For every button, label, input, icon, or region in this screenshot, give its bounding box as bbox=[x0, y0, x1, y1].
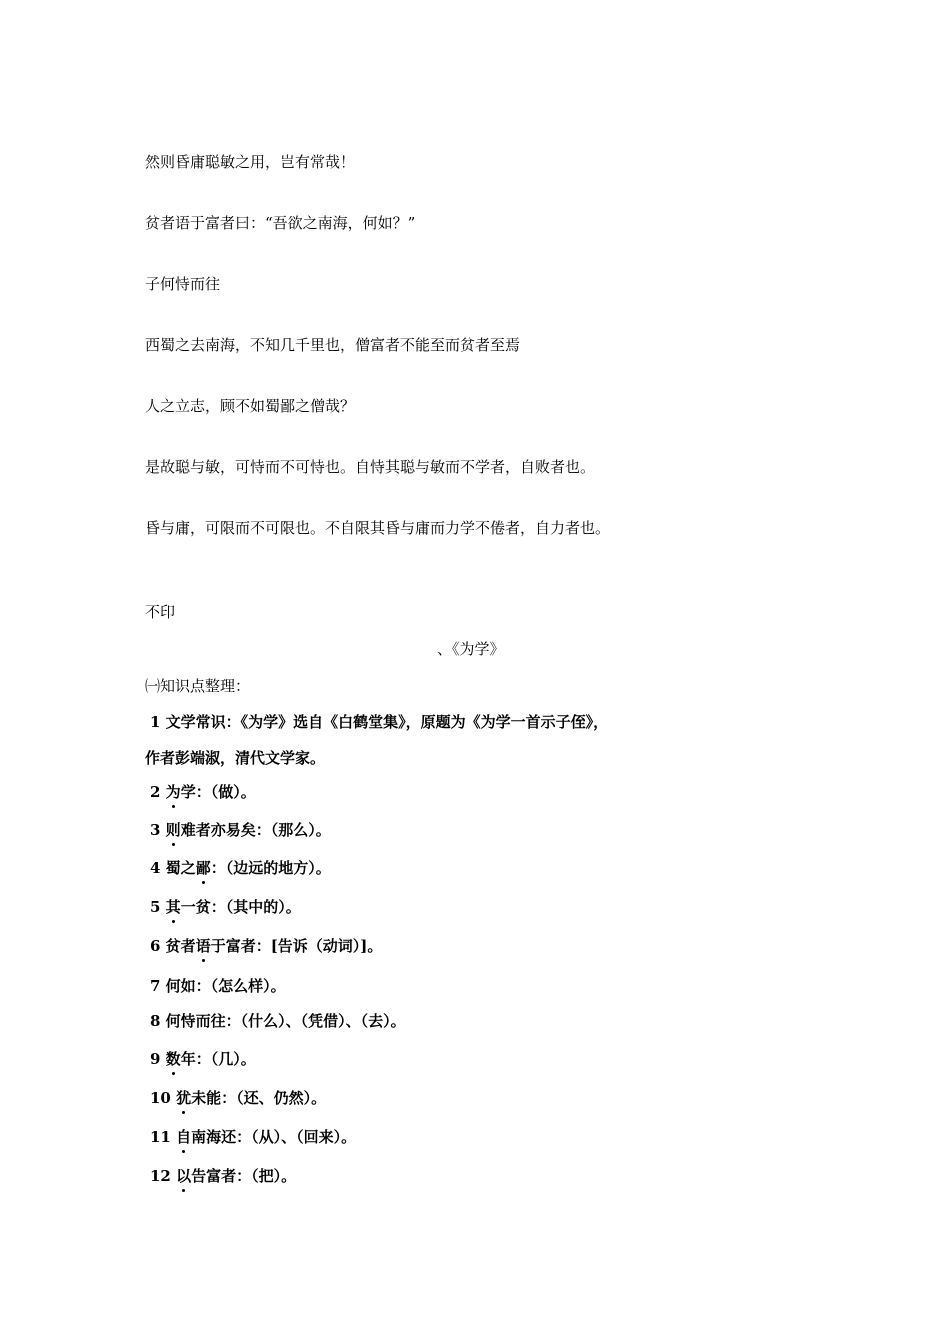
knowledge-item bbox=[150, 1088, 326, 1108]
dotted-character: 语 bbox=[195, 937, 211, 955]
item-explanation: 未能：（还、仍然）。 bbox=[191, 1089, 327, 1107]
knowledge-item bbox=[150, 1166, 296, 1186]
knowledge-item bbox=[150, 1049, 256, 1069]
item-explanation: 于富者：[告诉（动词）]。 bbox=[210, 937, 383, 955]
dotted-character: 则 bbox=[165, 821, 181, 839]
item-number: 2 bbox=[150, 783, 166, 801]
item-explanation: 难者亦易矣：（那么）。 bbox=[180, 821, 331, 839]
item-explanation: 告富者：（把）。 bbox=[191, 1167, 297, 1185]
knowledge-item bbox=[150, 1127, 356, 1147]
knowledge-item bbox=[150, 976, 286, 996]
item-number: 12 bbox=[150, 1167, 177, 1185]
literary-common-sense-line-1: 1 文学常识：《为学》选自《白鹤堂集》，原题为《为学一首示子侄》， bbox=[150, 713, 609, 731]
knowledge-item bbox=[150, 820, 331, 840]
dotted-character: 数 bbox=[165, 1050, 181, 1068]
item-explanation: 年：（几）。 bbox=[180, 1050, 256, 1068]
item-number: 5 bbox=[150, 898, 166, 916]
item-number: 9 bbox=[150, 1050, 166, 1068]
passage-line-5: 人之立志，顾不如蜀鄙之僧哉？ bbox=[145, 397, 356, 415]
item-text: 8 何恃而往：（什么）、（凭借）、（去）。 bbox=[150, 1012, 406, 1030]
knowledge-item bbox=[150, 858, 331, 878]
item-number: 10 bbox=[150, 1089, 177, 1107]
item-explanation: 南海还：（从）、（回来）。 bbox=[191, 1128, 357, 1146]
knowledge-item bbox=[150, 936, 382, 956]
section-title: 、《为学》 bbox=[437, 640, 505, 658]
passage-line-4: 西蜀之去南海，不知几千里也，僧富者不能至而贫者至焉 bbox=[145, 336, 521, 354]
dotted-character: 以 bbox=[176, 1167, 192, 1185]
passage-line-6: 是故聪与敏，可恃而不可恃也。自恃其聪与敏而不学者，自败者也。 bbox=[145, 458, 596, 476]
dotted-character: 犹 bbox=[176, 1089, 192, 1107]
passage-line-3: 子何恃而往 bbox=[145, 275, 221, 293]
dotted-character: 其 bbox=[165, 898, 181, 916]
knowledge-item bbox=[150, 782, 256, 802]
item-number: 6 贫者 bbox=[150, 937, 196, 955]
item-explanation: ：（边远的地方）。 bbox=[210, 859, 331, 877]
passage-line-1: 然则昏庸聪敏之用，岂有常哉！ bbox=[145, 153, 356, 171]
knowledge-item bbox=[150, 1011, 406, 1031]
item-number: 3 bbox=[150, 821, 166, 839]
knowledge-item bbox=[150, 897, 301, 917]
item-text: 7 何如：（怎么样）。 bbox=[150, 977, 286, 995]
dotted-character: 为 bbox=[165, 783, 181, 801]
literary-common-sense-line-2: 作者彭端淑，清代文学家。 bbox=[145, 749, 326, 767]
item-number: 11 bbox=[150, 1128, 177, 1146]
note-text: 不印 bbox=[145, 603, 176, 621]
item-explanation: 一贫：（其中的）。 bbox=[180, 898, 301, 916]
passage-line-7: 昏与庸，可限而不可限也。不自限其昏与庸而力学不倦者，自力者也。 bbox=[145, 519, 611, 537]
dotted-character: 鄙 bbox=[195, 859, 211, 877]
subsection-heading: ㈠知识点整理： bbox=[145, 677, 251, 695]
dotted-character: 自 bbox=[176, 1128, 192, 1146]
passage-line-2: 贫者语于富者曰：“吾欲之南海，何如？” bbox=[145, 214, 416, 232]
item-number: 4 蜀之 bbox=[150, 859, 196, 877]
item-explanation: 学：（做）。 bbox=[180, 783, 256, 801]
